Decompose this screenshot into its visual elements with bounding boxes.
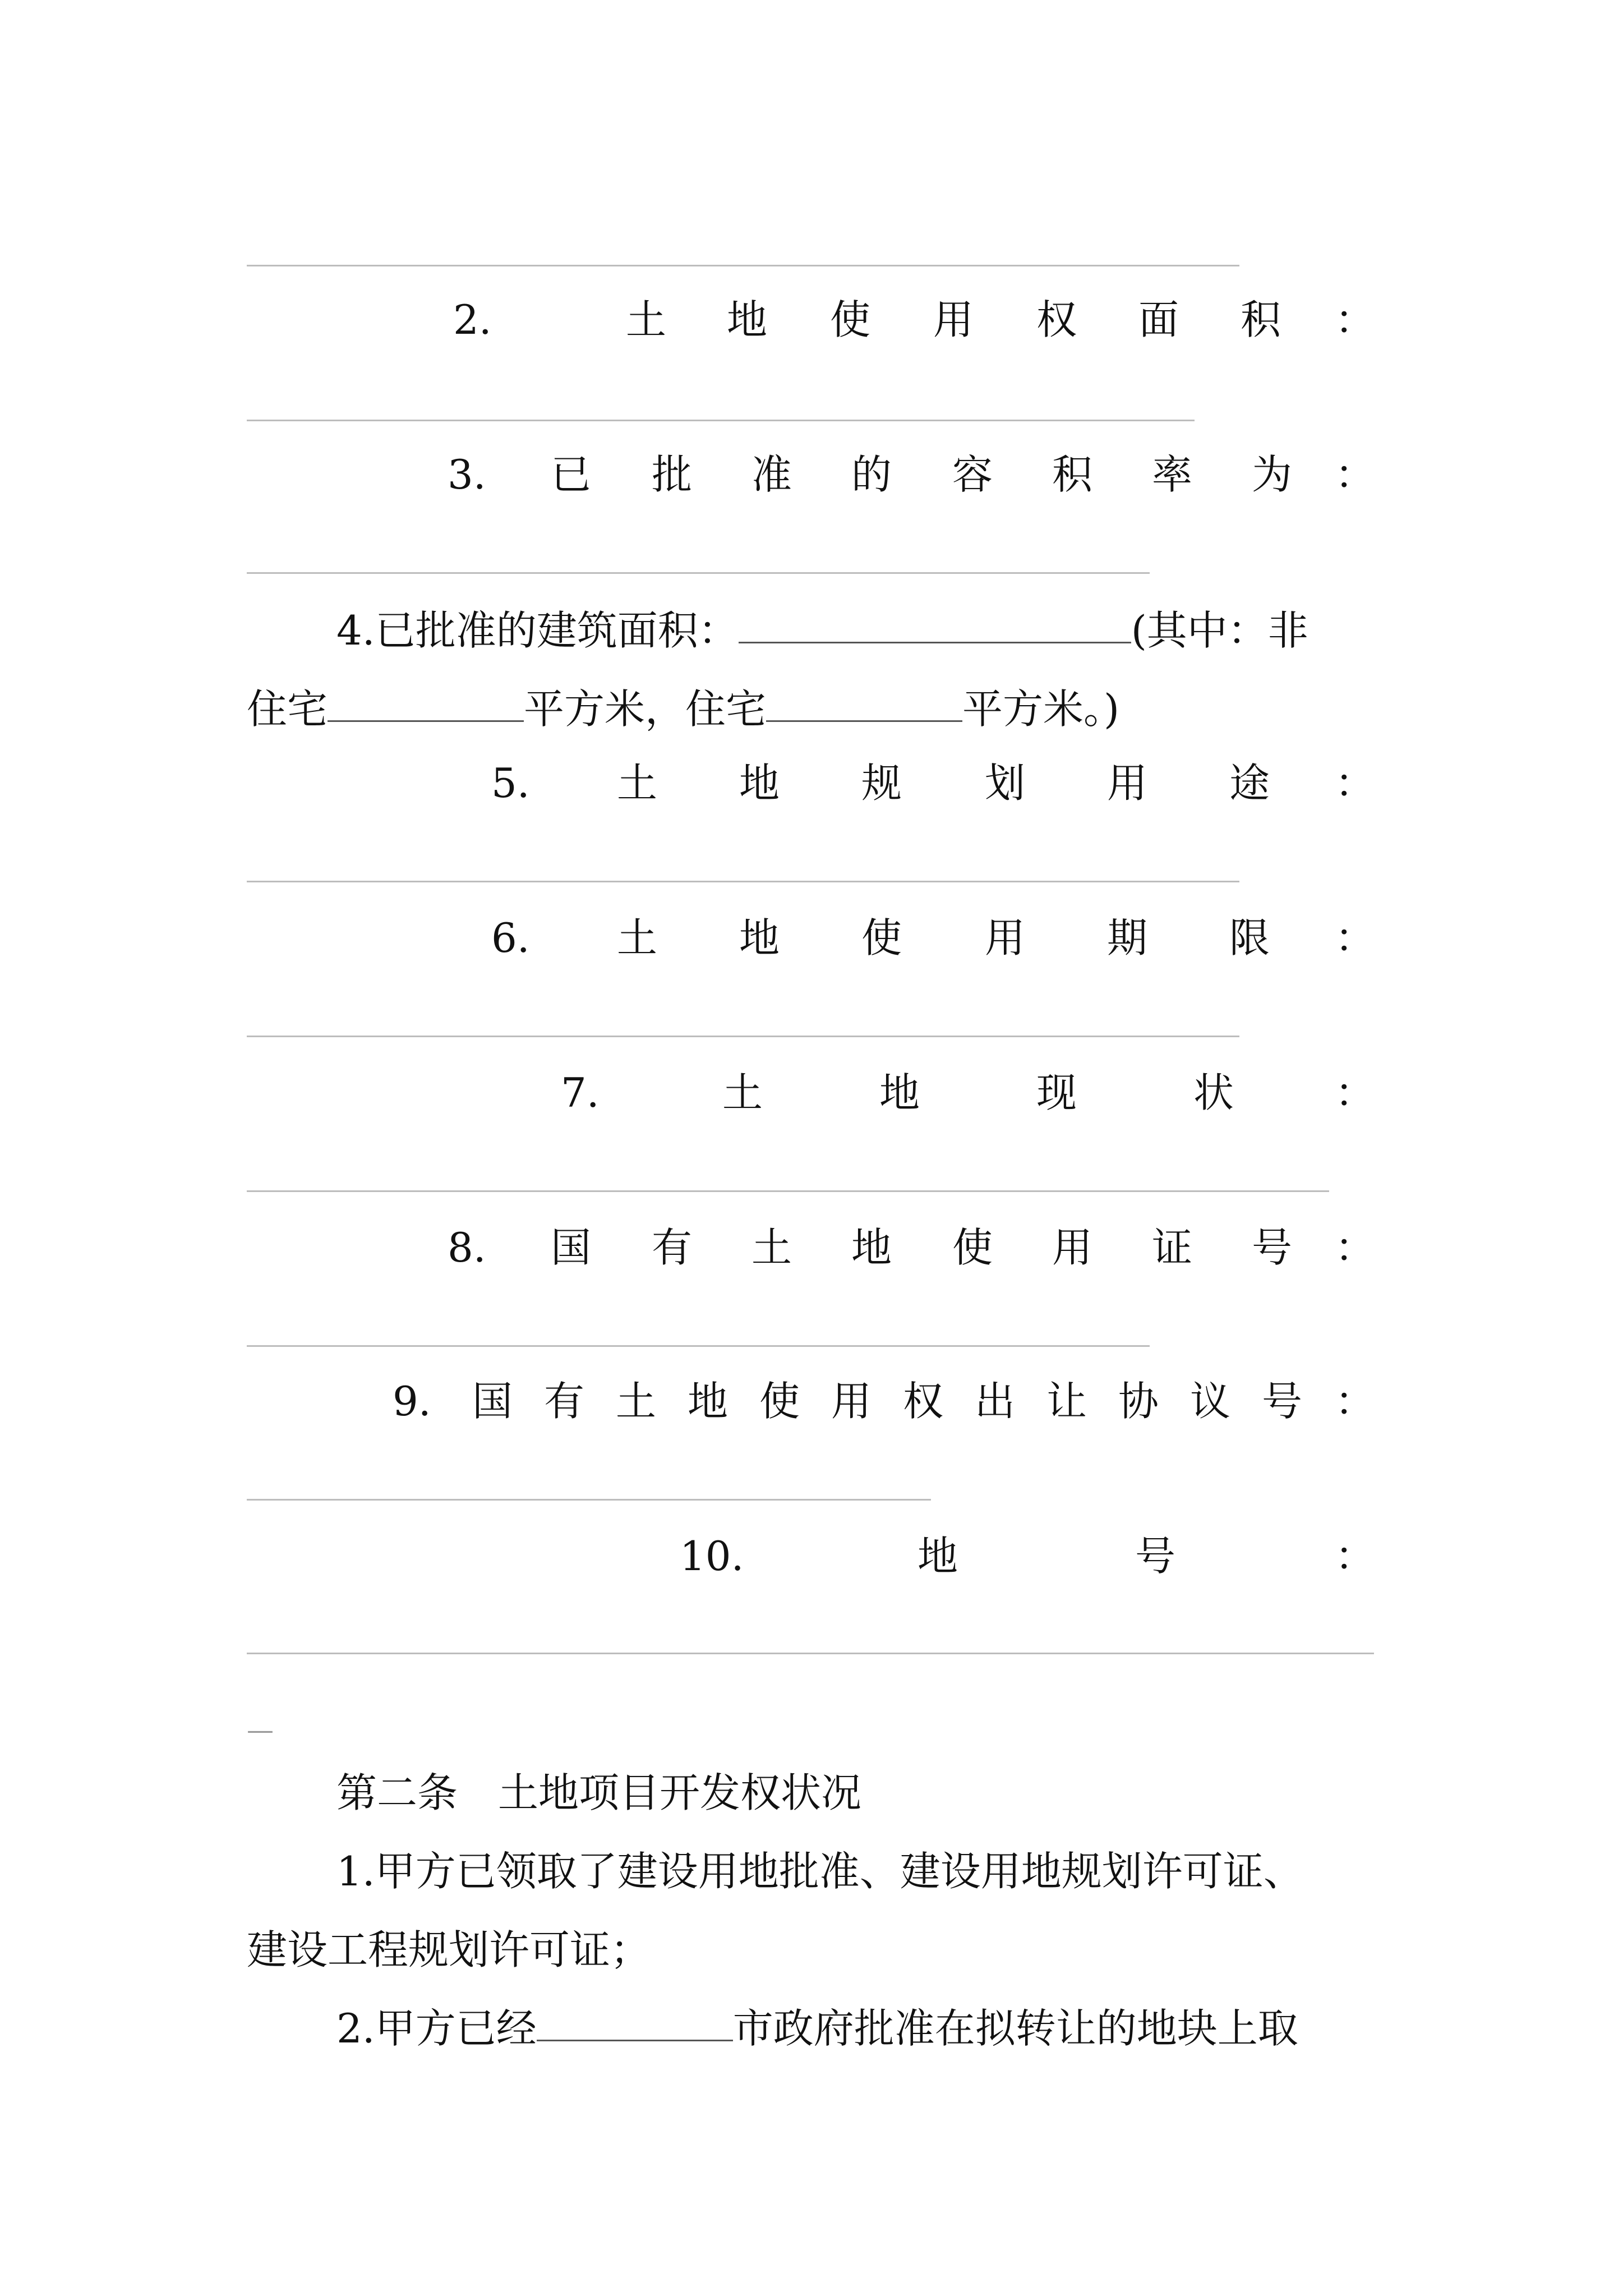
item-char: 号 <box>1252 1224 1293 1271</box>
item-char: 土 <box>751 1224 792 1271</box>
item-char: 土 <box>626 296 667 343</box>
item-char: 现 <box>1036 1069 1077 1116</box>
item-char: 土 <box>722 1069 763 1116</box>
item-char: 土 <box>617 914 658 961</box>
item-char: 地 <box>917 1533 958 1580</box>
item-number: 3. <box>448 451 486 498</box>
item-colon: ： <box>1335 1378 1376 1425</box>
item-char: 状 <box>1193 1069 1234 1116</box>
item-char: 国 <box>472 1378 513 1425</box>
article-paragraph-continued: 建设工程规划许可证； <box>247 1926 651 1973</box>
fill-in-line <box>247 265 1239 266</box>
fill-in-blank <box>739 602 1131 643</box>
item-text: 平方米。) <box>962 685 1120 733</box>
fill-in-line <box>247 1190 1329 1192</box>
item-char: 权 <box>903 1378 944 1425</box>
item-char: 批 <box>652 451 693 498</box>
item-char: 积 <box>1052 451 1093 498</box>
item-number: 10. <box>680 1533 744 1580</box>
item-number: 6. <box>491 914 530 961</box>
item-label: 4.已批准的建筑面积： <box>336 607 739 654</box>
item-colon: ： <box>1335 1224 1376 1271</box>
overflow-dash: — <box>247 1714 274 1746</box>
article-paragraph: 2.甲方已经 市政府批准在拟转让的地块上取 <box>0 2000 1623 2056</box>
item-char: 使 <box>952 1224 993 1271</box>
item-colon: ： <box>1335 451 1376 498</box>
fill-in-line <box>247 1499 931 1501</box>
item-char: 使 <box>759 1378 800 1425</box>
item-char: 证 <box>1152 1224 1193 1271</box>
item-char: 为 <box>1252 451 1293 498</box>
fill-in-line <box>247 1036 1239 1037</box>
form-item-land-status <box>0 1065 1623 1121</box>
item-char: 使 <box>830 296 871 343</box>
item-colon: ： <box>1335 760 1376 807</box>
item-char: 号 <box>1135 1533 1176 1580</box>
form-item-land-use-area <box>0 292 1623 348</box>
item-char: 限 <box>1229 914 1270 961</box>
item-char: 期 <box>1107 914 1148 961</box>
form-item-plot-ratio <box>0 447 1623 503</box>
item-char: 用 <box>985 914 1026 961</box>
item-char: 已 <box>551 451 592 498</box>
item-number: 8. <box>448 1224 486 1271</box>
item-char: 准 <box>751 451 792 498</box>
item-colon: ： <box>1335 296 1376 343</box>
item-char: 土 <box>616 1378 657 1425</box>
item-char: 国 <box>551 1224 592 1271</box>
form-item-land-use-term <box>0 910 1623 966</box>
item-char: 用 <box>1107 760 1148 807</box>
form-item-building-area <box>0 602 1623 659</box>
item-number: 7. <box>561 1069 600 1116</box>
form-item-lot-number <box>0 1528 1623 1584</box>
item-char: 让 <box>1046 1378 1087 1425</box>
fill-in-line <box>247 572 1150 574</box>
item-char: 用 <box>933 296 974 343</box>
form-item-land-planning-use <box>0 755 1623 811</box>
item-colon: ： <box>1335 1069 1376 1116</box>
item-char: 途 <box>1229 760 1270 807</box>
item-char: 容 <box>952 451 993 498</box>
item-colon: ： <box>1335 914 1376 961</box>
form-item-state-land-cert-number <box>0 1220 1623 1276</box>
fill-in-blank <box>328 681 524 722</box>
item-char: 划 <box>985 760 1026 807</box>
item-char: 规 <box>861 760 902 807</box>
fill-in-line <box>247 420 1195 421</box>
item-char: 权 <box>1036 296 1077 343</box>
item-colon: ： <box>1335 1533 1376 1580</box>
fill-in-blank <box>766 681 962 722</box>
item-char: 用 <box>831 1378 872 1425</box>
item-char: 地 <box>739 760 780 807</box>
item-char: 的 <box>851 451 892 498</box>
item-char: 使 <box>861 914 902 961</box>
item-char: 地 <box>879 1069 920 1116</box>
item-char: 地 <box>688 1378 728 1425</box>
item-char: 地 <box>727 296 768 343</box>
item-char: 有 <box>544 1378 585 1425</box>
article-heading: 第二条 土地项目开发权状况 <box>336 1769 862 1816</box>
item-text: 住宅 <box>247 685 328 733</box>
item-char: 协 <box>1118 1378 1159 1425</box>
fill-in-line <box>247 1653 1374 1654</box>
item-number: 5. <box>491 760 530 807</box>
item-char: 地 <box>851 1224 892 1271</box>
item-char: 号 <box>1262 1378 1303 1425</box>
item-char: 议 <box>1190 1378 1231 1425</box>
item-number: 2. <box>453 296 492 343</box>
item-char: 积 <box>1241 296 1281 343</box>
item-char: 土 <box>617 760 658 807</box>
item-label-continued: (其中：非 <box>1131 607 1308 654</box>
item-char: 率 <box>1152 451 1193 498</box>
fill-in-line <box>247 881 1239 882</box>
item-char: 面 <box>1138 296 1179 343</box>
item-text: 平方米，住宅 <box>524 685 767 733</box>
item-number: 9. <box>393 1378 431 1425</box>
item-char: 用 <box>1052 1224 1093 1271</box>
item-char: 有 <box>652 1224 693 1271</box>
fill-in-blank <box>537 2000 733 2041</box>
item-char: 出 <box>975 1378 1016 1425</box>
item-char: 地 <box>739 914 780 961</box>
fill-in-line <box>247 1345 1150 1347</box>
form-item-building-area-line2 <box>0 681 1623 737</box>
form-item-transfer-agreement-number <box>0 1373 1623 1429</box>
article-paragraph: 1.甲方已领取了建设用地批准、建设用地规划许可证、 <box>336 1848 1304 1895</box>
